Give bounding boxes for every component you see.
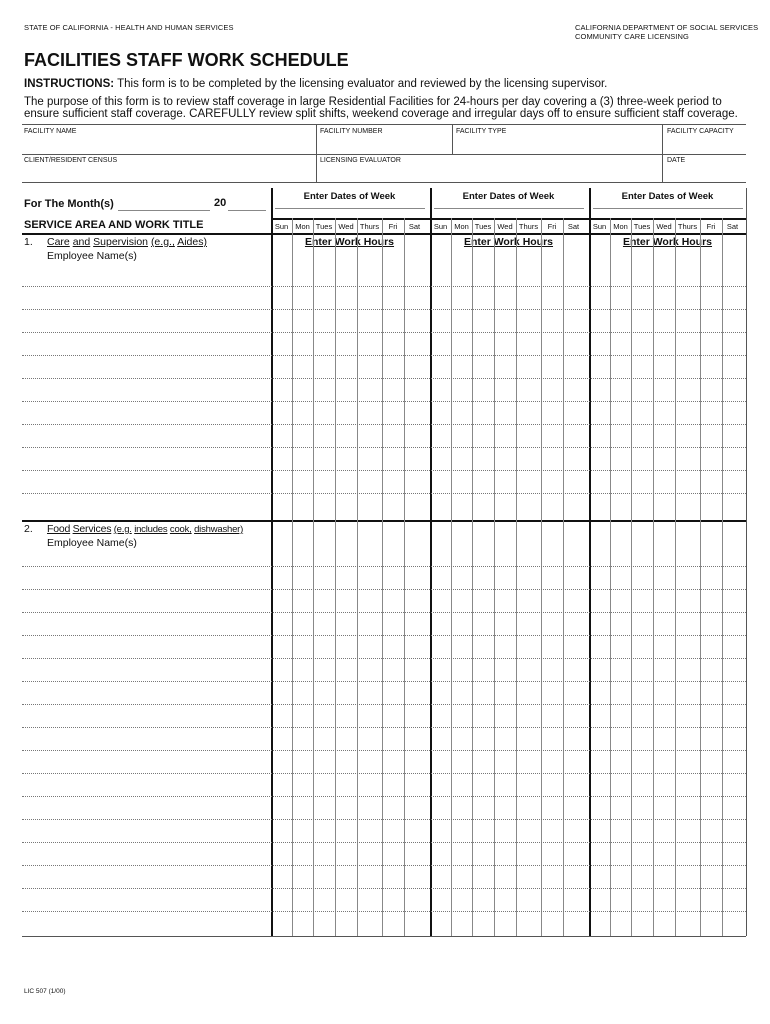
employee-row-line — [22, 309, 746, 310]
day-label-wed: Wed — [656, 222, 672, 231]
employee-row-line — [22, 566, 746, 567]
day-column-line — [631, 218, 632, 936]
employee-row-line — [22, 493, 746, 494]
week-boundary-line — [271, 188, 273, 936]
week-dates-blank — [275, 208, 425, 209]
month-blank — [118, 210, 210, 211]
division-header: COMMUNITY CARE LICENSING — [575, 32, 689, 41]
day-label-wed: Wed — [497, 222, 513, 231]
section-1-word: Aides) — [177, 236, 207, 248]
employee-row-line — [22, 727, 746, 728]
employee-row-line — [22, 355, 746, 356]
day-column-line — [563, 218, 564, 936]
facility-capacity-label: FACILITY CAPACITY — [667, 128, 734, 135]
employee-row-line — [22, 635, 746, 636]
day-label-thurs: Thurs — [677, 222, 698, 231]
week-dates-blank — [434, 208, 584, 209]
week-boundary-line — [589, 188, 591, 936]
day-label-fri: Fri — [388, 222, 398, 231]
day-column-line — [494, 218, 495, 936]
employee-row-line — [22, 911, 746, 912]
employee-row-line — [22, 681, 746, 682]
facility-number-label: FACILITY NUMBER — [320, 128, 383, 135]
info-grid-bottom-line — [22, 182, 746, 183]
employee-row-line — [22, 773, 746, 774]
day-column-line — [382, 218, 383, 936]
section-2-word: cook, — [169, 524, 192, 535]
employee-row-line — [22, 470, 746, 471]
day-label-thurs: Thurs — [518, 222, 539, 231]
day-column-line — [700, 218, 701, 936]
instructions — [24, 78, 754, 90]
employee-row-line — [22, 842, 746, 843]
section-2-word: (e.g. — [113, 524, 132, 535]
day-label-tues: Tues — [474, 222, 492, 231]
form-title: FACILITIES STAFF WORK SCHEDULE — [24, 50, 349, 70]
employee-row-line — [22, 796, 746, 797]
week-boundary-line — [430, 188, 432, 936]
section-divider-line — [22, 520, 746, 522]
employee-row-line — [22, 865, 746, 866]
day-label-sun: Sun — [274, 222, 289, 231]
day-column-line — [722, 218, 723, 936]
employee-row-line — [22, 378, 746, 379]
employee-row-line — [22, 447, 746, 448]
day-label-tues: Tues — [315, 222, 333, 231]
employee-row-line — [22, 424, 746, 425]
facility-type-label: FACILITY TYPE — [456, 128, 507, 135]
week-dates-header: Enter Dates of Week — [462, 191, 555, 202]
day-label-fri: Fri — [547, 222, 557, 231]
employee-row-line — [22, 612, 746, 613]
day-column-line — [404, 218, 405, 936]
day-column-line — [653, 218, 654, 936]
day-label-sat: Sat — [726, 222, 739, 231]
grid-bottom-line — [22, 936, 746, 937]
employee-row-line — [22, 286, 746, 287]
section-1-word: and — [72, 236, 91, 248]
section-title-1 — [47, 236, 207, 248]
work-hours-header: Enter Work Hours — [304, 236, 395, 248]
section-1-word: Supervision — [93, 236, 149, 248]
info-grid-top-line — [22, 124, 746, 125]
employee-row-line — [22, 819, 746, 820]
section-1-word: (e.g., — [150, 236, 175, 248]
day-label-sun: Sun — [433, 222, 448, 231]
day-column-line — [541, 218, 542, 936]
section-1-word: Care — [47, 236, 70, 248]
info-grid-divider — [452, 124, 453, 154]
day-column-line — [516, 218, 517, 936]
day-label-sun: Sun — [592, 222, 607, 231]
department-header: CALIFORNIA DEPARTMENT OF SOCIAL SERVICES — [575, 23, 759, 32]
employee-row-line — [22, 750, 746, 751]
instructions-label: INSTRUCTIONS: — [24, 78, 115, 90]
section-number-2: 2. — [24, 523, 33, 535]
day-label-sat: Sat — [567, 222, 580, 231]
day-label-thurs: Thurs — [359, 222, 380, 231]
section-2-word: Services — [72, 523, 112, 535]
info-grid-middle-line — [22, 154, 746, 155]
section-2-word: dishwasher) — [194, 524, 244, 535]
day-label-mon: Mon — [454, 222, 469, 231]
day-label-sat: Sat — [408, 222, 421, 231]
year-label: 20 — [214, 197, 227, 209]
section-number-1: 1. — [24, 236, 33, 248]
form-id: LIC 507 (1/00) — [24, 988, 66, 995]
licensing-evaluator-label: LICENSING EVALUATOR — [320, 157, 401, 164]
employee-row-line — [22, 888, 746, 889]
state-header: STATE OF CALIFORNIA - HEALTH AND HUMAN SERVICES — [24, 23, 234, 32]
day-label-wed: Wed — [338, 222, 354, 231]
year-blank — [228, 210, 266, 211]
day-column-line — [313, 218, 314, 936]
day-column-line — [610, 218, 611, 936]
day-column-line — [451, 218, 452, 936]
day-column-line — [292, 218, 293, 936]
employee-row-line — [22, 589, 746, 590]
client-census-label: CLIENT/RESIDENT CENSUS — [24, 157, 118, 164]
work-hours-header: Enter Work Hours — [463, 236, 554, 248]
day-column-line — [335, 218, 336, 936]
date-label: DATE — [667, 157, 686, 164]
employee-names-label-2: Employee Name(s) — [47, 537, 137, 549]
day-label-mon: Mon — [295, 222, 310, 231]
day-column-line — [472, 218, 473, 936]
purpose-line-1: The purpose of this form is to review staff coverage in large Residential Facilities for 24-hours per day covering a (3) three-week period to — [24, 96, 722, 108]
work-hours-header: Enter Work Hours — [622, 236, 713, 248]
info-grid-divider — [662, 124, 663, 182]
employee-row-line — [22, 704, 746, 705]
day-label-mon: Mon — [613, 222, 628, 231]
info-grid-divider — [316, 124, 317, 182]
instructions-text: This form is to be completed by the licensing evaluator and reviewed by the licensing supervisor. — [117, 78, 608, 90]
employee-row-line — [22, 332, 746, 333]
day-column-line — [357, 218, 358, 936]
day-column-line — [675, 218, 676, 936]
purpose-line-2: ensure sufficient staff coverage. CAREFULLY review split shifts, weekend coverage and irregular days off to ensure sufficient staff coverage. — [24, 108, 738, 120]
service-area-title: SERVICE AREA AND WORK TITLE — [24, 219, 204, 231]
grid-right-line — [746, 188, 747, 936]
section-title-2 — [47, 523, 243, 535]
day-header-bottom-line — [22, 233, 746, 235]
employee-row-line — [22, 658, 746, 659]
facility-name-label: FACILITY NAME — [24, 128, 77, 135]
week-dates-blank — [593, 208, 743, 209]
week-dates-header: Enter Dates of Week — [621, 191, 714, 202]
week-dates-header: Enter Dates of Week — [303, 191, 396, 202]
day-label-fri: Fri — [706, 222, 716, 231]
employee-names-label-1: Employee Name(s) — [47, 250, 137, 262]
section-2-word: includes — [134, 524, 168, 535]
day-label-tues: Tues — [633, 222, 651, 231]
employee-row-line — [22, 401, 746, 402]
section-2-word: Food — [47, 523, 71, 535]
month-label: For The Month(s) — [24, 198, 114, 210]
